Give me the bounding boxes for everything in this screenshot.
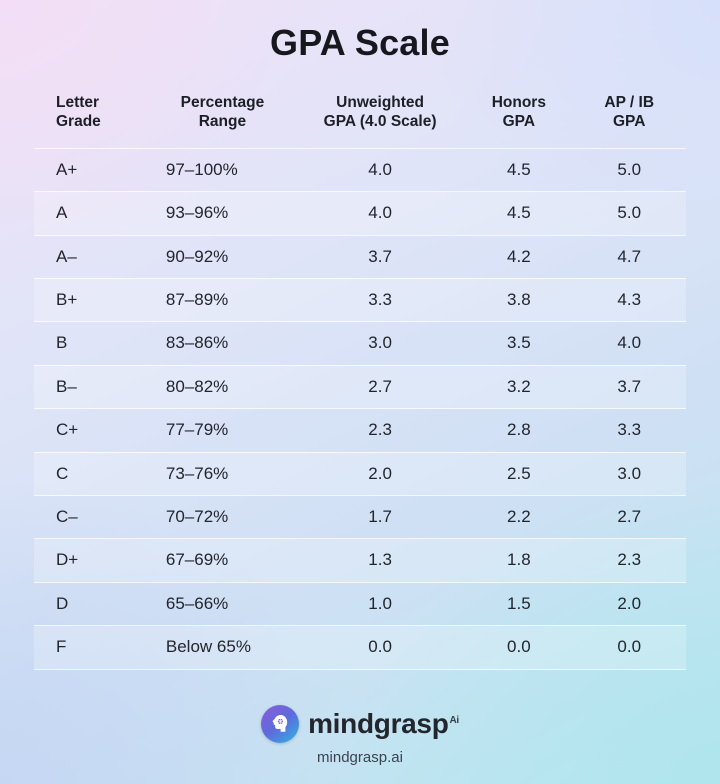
cell-unweighted-gpa: 2.3 [295,409,465,452]
cell-unweighted-gpa: 1.3 [295,539,465,582]
cell-ap-ib-gpa: 3.7 [572,365,686,408]
cell-honors-gpa: 2.2 [465,495,572,538]
table-row [34,278,686,321]
cell-letter-grade: F [34,626,150,669]
cell-percentage-range: 65–66% [150,582,295,625]
table-header-row [34,94,686,148]
table-row [34,539,686,582]
cell-honors-gpa: 2.5 [465,452,572,495]
cell-percentage-range: 73–76% [150,452,295,495]
table-row [34,409,686,452]
column-header-percentage-range-line2: Range [198,112,247,130]
cell-percentage-range: Below 65% [150,626,295,669]
cell-ap-ib-gpa: 3.0 [572,452,686,495]
page-title: GPA Scale [270,22,450,63]
brand-superscript: Ai [449,714,459,726]
table-row [34,626,686,669]
cell-honors-gpa: 1.8 [465,539,572,582]
table-row [34,192,686,235]
cell-unweighted-gpa: 2.7 [295,365,465,408]
cell-unweighted-gpa: 1.0 [295,582,465,625]
table-row [34,365,686,408]
cell-ap-ib-gpa: 2.0 [572,582,686,625]
cell-unweighted-gpa: 2.0 [295,452,465,495]
cell-honors-gpa: 4.2 [465,235,572,278]
gpa-table-container [34,94,686,670]
cell-ap-ib-gpa: 2.7 [572,495,686,538]
cell-letter-grade: B [34,322,150,365]
brand-lockup [0,705,720,743]
cell-percentage-range: 80–82% [150,365,295,408]
column-header-honors-gpa [465,94,572,148]
cell-percentage-range: 83–86% [150,322,295,365]
cell-honors-gpa: 3.5 [465,322,572,365]
cell-unweighted-gpa: 4.0 [295,148,465,191]
cell-ap-ib-gpa: 4.7 [572,235,686,278]
cell-percentage-range: 67–69% [150,539,295,582]
table-header [34,94,686,148]
table-row [34,582,686,625]
cell-honors-gpa: 3.8 [465,278,572,321]
footer [0,705,720,766]
column-header-letter-grade-line1: Letter [56,94,100,111]
cell-unweighted-gpa: 1.7 [295,495,465,538]
column-header-honors-gpa-line2: GPA [502,112,536,130]
cell-percentage-range: 77–79% [150,409,295,452]
cell-ap-ib-gpa: 5.0 [572,192,686,235]
table-row [34,452,686,495]
cell-percentage-range: 90–92% [150,235,295,278]
cell-letter-grade: D+ [34,539,150,582]
column-header-ap-ib-gpa [572,94,686,148]
table-row [34,495,686,538]
cell-percentage-range: 93–96% [150,192,295,235]
table-row [34,148,686,191]
cell-honors-gpa: 1.5 [465,582,572,625]
column-header-letter-grade-line2: Grade [56,112,101,130]
cell-letter-grade: B+ [34,278,150,321]
cell-letter-grade: C+ [34,409,150,452]
brand-url: mindgrasp.ai [317,749,403,766]
cell-honors-gpa: 3.2 [465,365,572,408]
cell-letter-grade: D [34,582,150,625]
cell-ap-ib-gpa: 5.0 [572,148,686,191]
cell-unweighted-gpa: 0.0 [295,626,465,669]
cell-percentage-range: 87–89% [150,278,295,321]
cell-letter-grade: A– [34,235,150,278]
column-header-ap-ib-gpa-line2: GPA [612,112,646,130]
cell-unweighted-gpa: 3.3 [295,278,465,321]
cell-ap-ib-gpa: 2.3 [572,539,686,582]
brain-head-icon [261,705,299,743]
table-row [34,322,686,365]
cell-ap-ib-gpa: 3.3 [572,409,686,452]
cell-honors-gpa: 2.8 [465,409,572,452]
table-body [34,148,686,669]
column-header-ap-ib-gpa-line1: AP / IB [604,94,655,111]
cell-percentage-range: 70–72% [150,495,295,538]
cell-honors-gpa: 0.0 [465,626,572,669]
gpa-table [34,94,686,670]
cell-letter-grade: A [34,192,150,235]
cell-unweighted-gpa: 3.0 [295,322,465,365]
table-row [34,235,686,278]
cell-ap-ib-gpa: 4.3 [572,278,686,321]
cell-honors-gpa: 4.5 [465,192,572,235]
cell-ap-ib-gpa: 4.0 [572,322,686,365]
brand-name-text: mindgrasp [308,708,449,739]
cell-unweighted-gpa: 4.0 [295,192,465,235]
column-header-unweighted-gpa-line1: Unweighted [336,94,425,111]
cell-letter-grade: B– [34,365,150,408]
cell-letter-grade: A+ [34,148,150,191]
cell-letter-grade: C [34,452,150,495]
column-header-percentage-range-line1: Percentage [180,94,265,111]
column-header-unweighted-gpa-line2: GPA (4.0 Scale) [323,112,437,130]
brand-name [308,708,459,740]
column-header-honors-gpa-line1: Honors [491,94,546,111]
column-header-percentage-range [150,94,295,148]
cell-unweighted-gpa: 3.7 [295,235,465,278]
cell-percentage-range: 97–100% [150,148,295,191]
column-header-letter-grade [34,94,150,148]
cell-ap-ib-gpa: 0.0 [572,626,686,669]
column-header-unweighted-gpa [295,94,465,148]
cell-honors-gpa: 4.5 [465,148,572,191]
cell-letter-grade: C– [34,495,150,538]
